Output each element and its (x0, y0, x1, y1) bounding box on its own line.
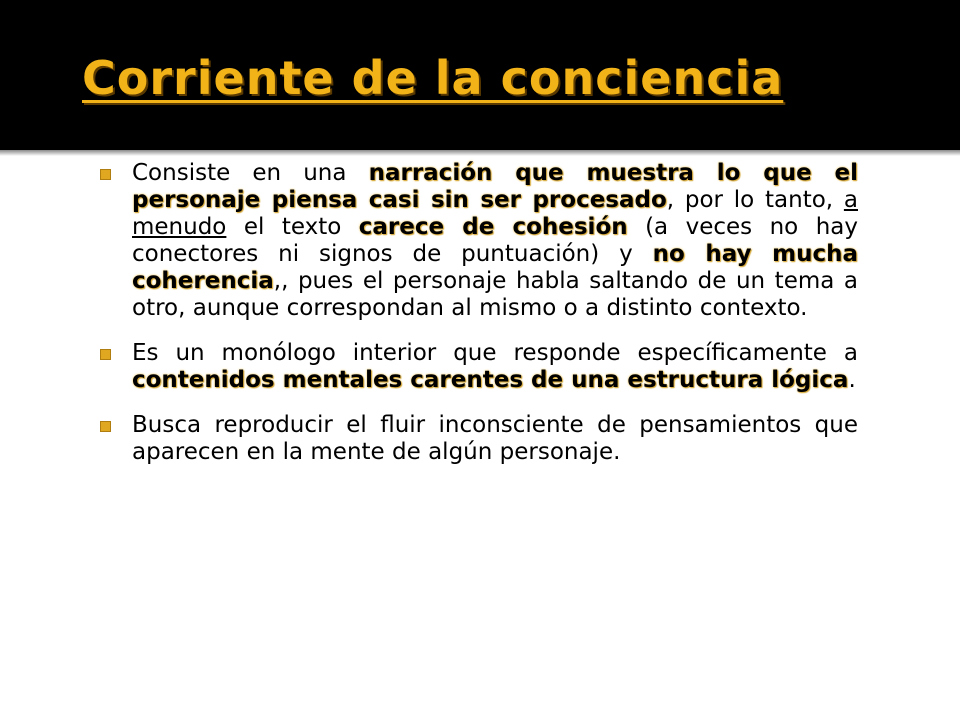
square-bullet-icon (100, 169, 111, 180)
bullet-2-text-2: . (848, 367, 856, 393)
bullet-1-text-4: (a veces no hay conectores ni signos de puntuación) y (132, 214, 858, 267)
bullet-1-underlined-text: a menudo (132, 187, 858, 240)
bullet-item-3 (96, 412, 858, 466)
slide-content (96, 160, 858, 484)
square-bullet-icon (100, 421, 111, 432)
bullet-1-text-3: el texto (226, 214, 359, 240)
bullet-1-emphasis-3: no hay mucha coherencia (132, 241, 858, 294)
slide-title: Corriente de la conciencia (82, 51, 784, 105)
bullet-1-emphasis-2: carece de cohesión (358, 214, 628, 240)
bullet-1-text-2: , por lo tanto, (666, 187, 844, 213)
bullet-3-text-1: Busca reproducir el fluir inconsciente de pensamientos que aparecen en la mente de algún personaje. (132, 412, 858, 465)
bullet-1-emphasis-1: narración que muestra lo que el personaje piensa casi sin ser procesado (132, 160, 858, 213)
bullet-2-text-1: Es un monólogo interior que responde específicamente a (132, 340, 858, 366)
bullet-item-1 (96, 160, 858, 322)
bullet-1-text-1: Consiste en una (132, 160, 369, 186)
square-bullet-icon (100, 349, 111, 360)
bullet-item-2 (96, 340, 858, 394)
bullet-1-text-5: ,, pues el personaje habla saltando de un tema a otro, aunque correspondan al mismo o a distinto contexto. (132, 268, 858, 321)
bullet-2-emphasis-1: contenidos mentales carentes de una estructura lógica (132, 367, 849, 393)
title-divider (0, 150, 960, 156)
